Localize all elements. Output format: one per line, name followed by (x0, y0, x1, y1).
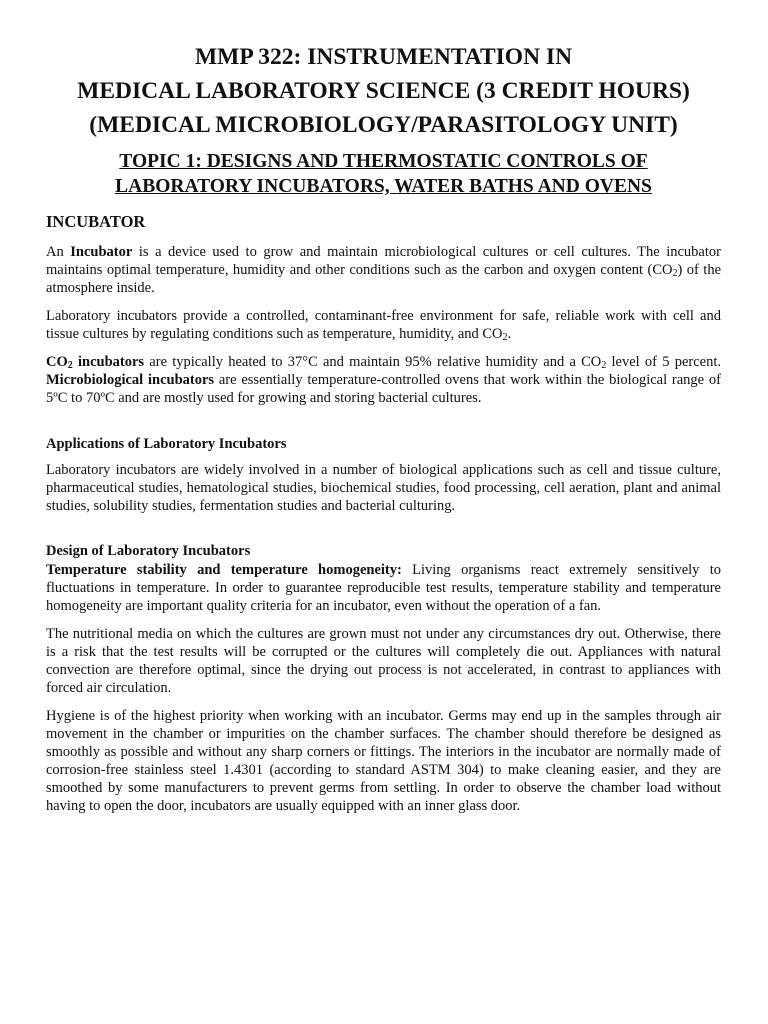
document-title (46, 40, 721, 142)
p1-text-c: is a device used to grow and maintain microbiological cultures or cell cultures. The incubator maintains optimal temperature, humidity and other conditions such as the carbon and oxygen content (CO (46, 244, 721, 278)
p2-text-a: Laboratory incubators provide a controlled, contaminant-free environment for safe, reliable work with cell and tissue cultures by regulating conditions such as temperature, humidity, and CO (46, 308, 721, 342)
title-line-3: (MEDICAL MICROBIOLOGY/PARASITOLOGY UNIT) (89, 112, 678, 138)
p1-text-a: An (46, 244, 71, 260)
paragraph-incubator-types (46, 353, 721, 407)
applications-heading: Applications of Laboratory Incubators (46, 436, 287, 452)
p1-subscript: 2 (672, 268, 678, 279)
paragraph-incubator-environment (46, 307, 721, 343)
p3-text-c: level of 5 percent. (606, 354, 722, 370)
section-heading-incubator: INCUBATOR (46, 212, 146, 231)
design-p1-text: Living organisms react extremely sensitively to fluctuations in temperature. In order to guarantee reproducible test results, temperature stability and temperature homogeneity are important quality criteria for an incubator, even without the operation of a fan. (46, 562, 721, 614)
design-paragraph-media: The nutritional media on which the cultures are grown must not under any circumstances dry out. Otherwise, there is a risk that the test results will be corrupted or the cultures will completely die out. Appliances with natural convection are therefore optimal, since the drying out process is not accelerated, in contrast to appliances with forced air circulation. (46, 626, 721, 696)
document-page (46, 40, 721, 815)
p2-subscript: 2 (502, 332, 508, 343)
p2-text-d: . (507, 326, 512, 342)
p3-subscript-2: 2 (601, 360, 607, 371)
p3-text-a: are typically heated to 37°C and maintain 95% relative humidity and a CO (144, 354, 602, 370)
topic-line-1: TOPIC 1: DESIGNS AND THERMOSTATIC CONTROLS OF (119, 151, 648, 172)
p3-bold-incubators: incubators (72, 354, 145, 370)
design-heading: Design of Laboratory Incubators (46, 543, 251, 559)
p3-bold-micro: Microbiological incubators (46, 372, 215, 388)
paragraph-incubator-definition (46, 243, 721, 297)
p1-bold-term: Incubator (70, 244, 133, 260)
p3-subscript-1: 2 (67, 360, 73, 371)
design-paragraph-temperature (46, 561, 721, 615)
p1-text-d: ) of the atmosphere inside. (46, 262, 722, 296)
topic-heading (46, 149, 721, 199)
topic-line-2: LABORATORY INCUBATORS, WATER BATHS AND OVENS (115, 176, 652, 197)
p3-bold-co2: CO (46, 354, 68, 370)
p3-text-d: are essentially temperature-controlled ovens that work within the biological range of 5ºC to 70ºC and are mostly used for growing and storing bacterial cultures. (46, 372, 721, 406)
title-line-1: MMP 322: INSTRUMENTATION IN (194, 44, 573, 70)
design-bold-term: Temperature stability and temperature homogeneity: (46, 562, 402, 578)
applications-paragraph: Laboratory incubators are widely involved in a number of biological applications such as cell and tissue culture, pharmaceutical studies, hematological studies, biochemical studies, food processing, cell aeration, plant and animal studies, solubility studies, fermentation studies and bacterial culturing. (46, 462, 721, 514)
title-line-2: MEDICAL LABORATORY SCIENCE (3 CREDIT HOURS) (77, 78, 690, 104)
design-paragraph-hygiene: Hygiene is of the highest priority when working with an incubator. Germs may end up in the samples through air movement in the chamber or impurities on the chamber surfaces. The chamber should therefore be designed as smoothly as possible and without any sharp corners or fittings. The interiors in the incubator are normally made of corrosion-free stainless steel 1.4301 (according to standard ASTM 304) to make cleaning easier, and they are smoothed by some manufacturers to prevent germs from settling. In order to observe the chamber load without having to open the door, incubators are usually equipped with an inner glass door. (46, 708, 721, 814)
